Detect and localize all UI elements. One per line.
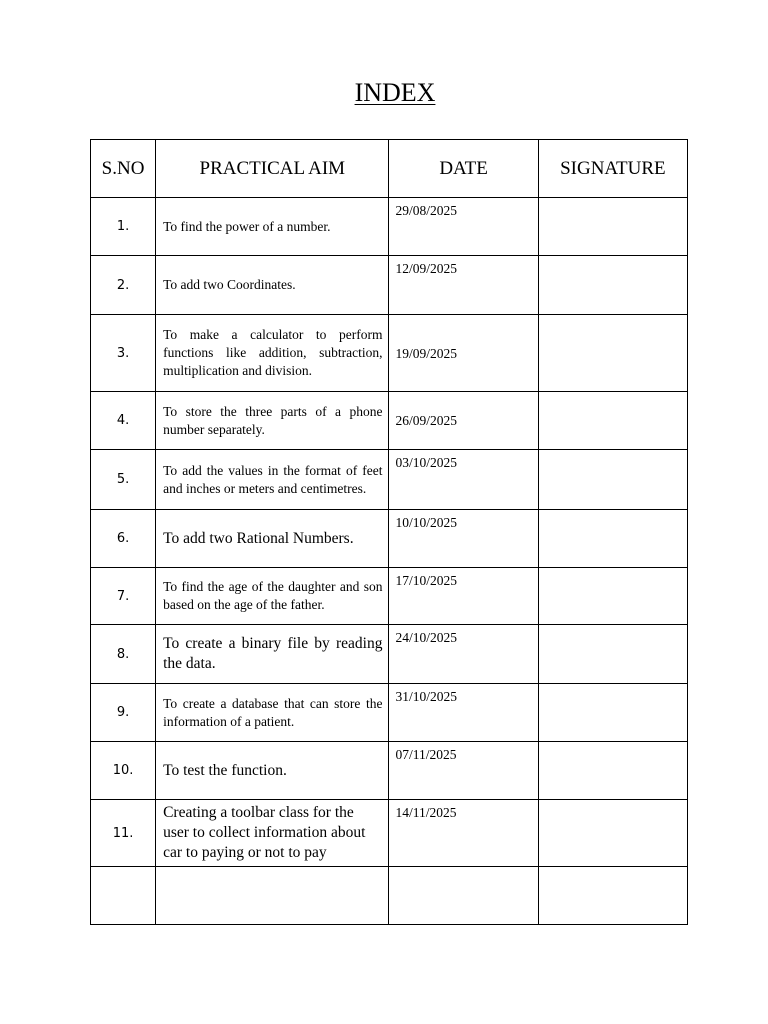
date-cell: 19/09/2025: [389, 315, 538, 392]
date-cell: 17/10/2025: [389, 568, 538, 625]
table-row: [91, 392, 688, 450]
aim-cell: Creating a toolbar class for the user to collect information about car to paying or not to pay: [156, 800, 389, 867]
table-row: [91, 684, 688, 742]
signature-cell: [538, 867, 687, 925]
table-row: [91, 867, 688, 925]
signature-cell: [538, 625, 687, 684]
sno-cell: 5.: [91, 450, 156, 510]
date-cell: 31/10/2025: [389, 684, 538, 742]
sno-cell: 3.: [91, 315, 156, 392]
date-cell: 12/09/2025: [389, 256, 538, 315]
aim-cell: To add the values in the format of feet and inches or meters and centimetres.: [156, 450, 389, 510]
table-row: [91, 198, 688, 256]
signature-cell: [538, 256, 687, 315]
sno-cell: 9.: [91, 684, 156, 742]
signature-cell: [538, 568, 687, 625]
date-cell: [389, 867, 538, 925]
header-date: DATE: [389, 140, 538, 198]
date-cell: 14/11/2025: [389, 800, 538, 867]
header-sno: S.NO: [91, 140, 156, 198]
table-row: [91, 800, 688, 867]
date-cell: 29/08/2025: [389, 198, 538, 256]
sno-cell: 7.: [91, 568, 156, 625]
signature-cell: [538, 450, 687, 510]
date-cell: 03/10/2025: [389, 450, 538, 510]
date-cell: 26/09/2025: [389, 392, 538, 450]
sno-cell: 1.: [91, 198, 156, 256]
aim-cell: To create a database that can store the information of a patient.: [156, 684, 389, 742]
aim-cell: To find the age of the daughter and son based on the age of the father.: [156, 568, 389, 625]
sno-cell: 10.: [91, 742, 156, 800]
header-practical-aim: PRACTICAL AIM: [156, 140, 389, 198]
sno-cell: 6.: [91, 510, 156, 568]
table-row: [91, 315, 688, 392]
aim-cell: To add two Coordinates.: [156, 256, 389, 315]
table-header-row: [91, 140, 688, 198]
aim-cell: To store the three parts of a phone number separately.: [156, 392, 389, 450]
table-row: [91, 742, 688, 800]
aim-cell: [156, 867, 389, 925]
signature-cell: [538, 315, 687, 392]
sno-cell: 2.: [91, 256, 156, 315]
signature-cell: [538, 742, 687, 800]
signature-cell: [538, 510, 687, 568]
date-cell: 07/11/2025: [389, 742, 538, 800]
table-row: [91, 450, 688, 510]
table-row: [91, 256, 688, 315]
page-title: INDEX: [354, 78, 436, 107]
signature-cell: [538, 392, 687, 450]
index-table: [90, 139, 688, 925]
signature-cell: [538, 198, 687, 256]
aim-cell: To add two Rational Numbers.: [156, 510, 389, 568]
date-cell: 24/10/2025: [389, 625, 538, 684]
table-row: [91, 568, 688, 625]
date-cell: 10/10/2025: [389, 510, 538, 568]
header-signature: SIGNATURE: [538, 140, 687, 198]
signature-cell: [538, 684, 687, 742]
aim-cell: To test the function.: [156, 742, 389, 800]
signature-cell: [538, 800, 687, 867]
sno-cell: [91, 867, 156, 925]
aim-cell: To create a binary file by reading the data.: [156, 625, 389, 684]
sno-cell: 8.: [91, 625, 156, 684]
aim-cell: To make a calculator to perform functions like addition, subtraction, multiplication and division.: [156, 315, 389, 392]
table-row: [91, 510, 688, 568]
sno-cell: 11.: [91, 800, 156, 867]
sno-cell: 4.: [91, 392, 156, 450]
table-row: [91, 625, 688, 684]
aim-cell: To find the power of a number.: [156, 198, 389, 256]
